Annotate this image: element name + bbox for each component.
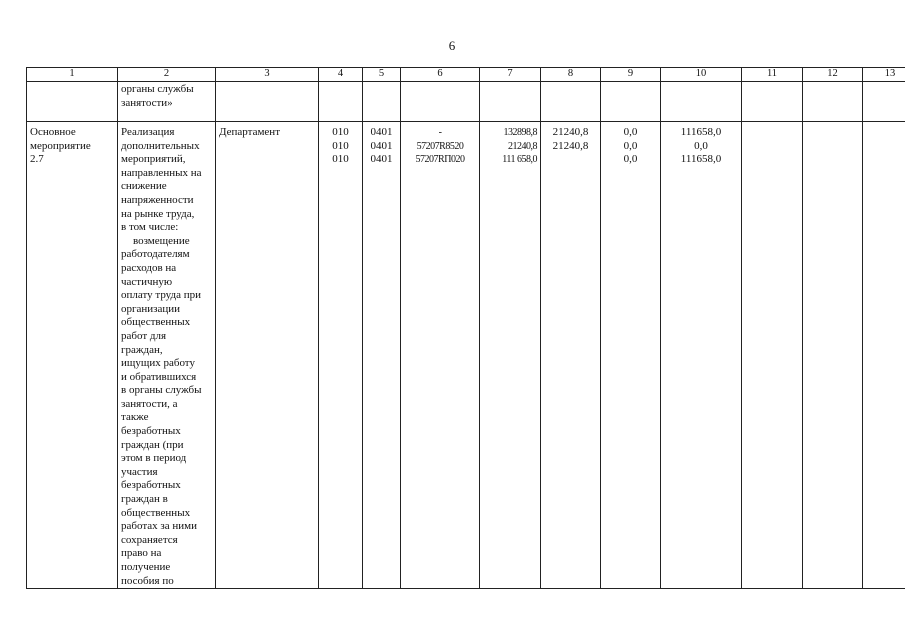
text-line: ищущих работу <box>121 357 195 370</box>
event-name-cell <box>27 122 118 589</box>
text-line: в органы службы <box>121 384 202 397</box>
cont-cell-2 <box>118 82 216 122</box>
value: 132898,8 <box>503 127 537 138</box>
value: 0401 <box>370 139 393 152</box>
header-cell: 10 <box>661 68 742 82</box>
text-line: организации <box>121 302 181 315</box>
text-line: частичную <box>121 275 173 288</box>
cont-cell-11 <box>742 82 803 122</box>
value: 0,0 <box>694 139 708 152</box>
executor-text: Департамент <box>219 126 281 138</box>
table-row <box>27 122 905 589</box>
total-cell <box>480 122 541 589</box>
text-line: оплату труда при <box>121 289 201 302</box>
header-cell: 5 <box>363 68 401 82</box>
col11-cell <box>742 122 803 589</box>
text-line: граждан в <box>121 493 168 506</box>
cont-cell-13 <box>863 82 905 122</box>
cont-cell-3 <box>216 82 319 122</box>
cont-cell-7 <box>480 82 541 122</box>
text-line: граждан, <box>121 343 163 356</box>
executor-cell <box>216 122 319 589</box>
header-cell: 12 <box>803 68 863 82</box>
cont-cell-10 <box>661 82 742 122</box>
value: 010 <box>332 139 349 152</box>
value: 010 <box>332 126 349 138</box>
header-cell: 13 <box>863 68 905 82</box>
text-line: сохраняется <box>121 533 178 546</box>
text-line: на рынке труда, <box>121 207 195 220</box>
header-row <box>27 68 905 82</box>
value: 57207R8520 <box>416 140 464 152</box>
header-cell: 1 <box>27 68 118 82</box>
header-cell: 6 <box>401 68 480 82</box>
header-cell: 3 <box>216 68 319 82</box>
col10-cell <box>661 122 742 589</box>
text-line: и обратившихся <box>121 370 197 383</box>
cont-cell-6 <box>401 82 480 122</box>
code-grbs-cell <box>319 122 363 589</box>
text-line: участия <box>121 465 158 478</box>
cont-cell-9 <box>601 82 661 122</box>
value: 21240,8 <box>508 140 537 152</box>
header-cell: 11 <box>742 68 803 82</box>
text-line: напряженности <box>121 193 194 206</box>
text-line: безработных <box>121 479 181 492</box>
cont-cell-4 <box>319 82 363 122</box>
text-line: право на <box>121 547 162 560</box>
text-line: также <box>121 411 149 424</box>
budget-table <box>26 67 905 589</box>
header-cell: 8 <box>541 68 601 82</box>
text-line: 2.7 <box>30 153 44 166</box>
header-cell: 2 <box>118 68 216 82</box>
text-line: в том числе: <box>121 221 179 234</box>
value: 111658,0 <box>680 126 722 138</box>
text-line: Основное <box>30 126 76 138</box>
value: 111658,0 <box>680 153 722 166</box>
header-cell: 4 <box>319 68 363 82</box>
header-cell: 7 <box>480 68 541 82</box>
description-cell <box>118 122 216 589</box>
text-line: Реализация <box>121 126 175 138</box>
text-line: получение <box>121 561 171 573</box>
value: 21240,8 <box>552 139 589 152</box>
text-line: возмещение <box>133 234 190 247</box>
code-section-cell <box>363 122 401 589</box>
text-line: направленных на <box>121 166 202 179</box>
header-cell: 9 <box>601 68 661 82</box>
text-line: граждан (при <box>121 438 184 451</box>
value: 0401 <box>370 126 393 138</box>
cont-cell-8 <box>541 82 601 122</box>
text-line: этом в период <box>121 452 187 465</box>
text-line: дополнительных <box>121 139 200 152</box>
continuation-row <box>27 82 905 122</box>
value: 0,0 <box>623 153 638 166</box>
cont-cell-5 <box>363 82 401 122</box>
cont-cell-12 <box>803 82 863 122</box>
text-line: безработных <box>121 425 181 438</box>
page-number: 6 <box>448 38 456 53</box>
text-line: общественных <box>121 316 191 329</box>
col13-cell <box>863 122 905 589</box>
text-line: расходов на <box>121 261 177 274</box>
text-line: мероприятий, <box>121 153 186 166</box>
value: 0,0 <box>623 139 638 152</box>
text-line: общественных <box>121 506 191 519</box>
value: - <box>438 127 442 138</box>
text-line: работодателям <box>121 248 190 261</box>
value: 111 658,0 <box>502 154 537 166</box>
col12-cell <box>803 122 863 589</box>
code-target-cell <box>401 122 480 589</box>
text-line: органы службы <box>121 83 194 95</box>
text-line: работах за ними <box>121 520 198 533</box>
value: 57207RП020 <box>415 154 465 166</box>
value: 0,0 <box>623 126 638 138</box>
text-line: работ для <box>121 329 167 342</box>
text-line: занятости» <box>121 96 173 109</box>
value: 010 <box>332 153 349 166</box>
text-line: пособия по <box>121 574 174 587</box>
text-line: мероприятие <box>30 139 91 152</box>
cont-cell-1 <box>27 82 118 122</box>
col9-cell <box>601 122 661 589</box>
text-line: занятости, а <box>121 397 178 410</box>
value: 0401 <box>370 153 393 166</box>
col8-cell <box>541 122 601 589</box>
value: 21240,8 <box>552 126 589 138</box>
text-line: снижение <box>121 180 167 193</box>
